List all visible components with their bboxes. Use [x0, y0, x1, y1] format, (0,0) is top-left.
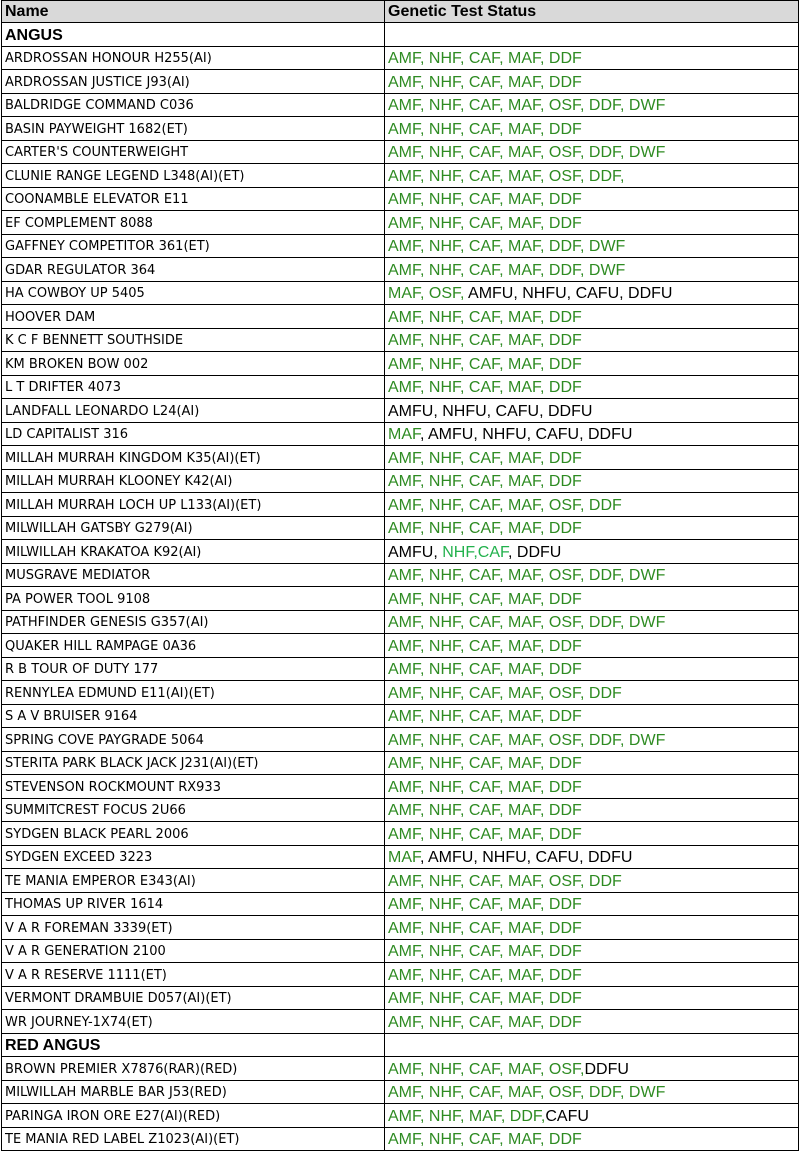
status-segment: , AMFU, NHFU, CAFU, DDFU: [420, 849, 633, 866]
table-row: [2, 916, 799, 940]
genetic-status: [385, 869, 799, 893]
animal-name: TE MANIA RED LABEL Z1023(AI)(ET): [2, 1127, 385, 1151]
table-row: [2, 775, 799, 799]
status-segment: AMF, NHF, CAF, MAF, DDF: [388, 896, 582, 913]
animal-name: L T DRIFTER 4073: [2, 375, 385, 399]
status-segment: AMFU, NHFU, CAFU, DDFU: [388, 402, 593, 420]
table-row: [2, 587, 799, 611]
animal-name: KM BROKEN BOW 002: [2, 352, 385, 376]
genetic-status: [385, 164, 799, 188]
table-row: [2, 211, 799, 235]
status-segment: AMF, NHF, CAF, MAF, DDF: [388, 355, 582, 373]
group-status-empty: [385, 23, 799, 47]
group-label: RED ANGUS: [2, 1033, 385, 1057]
status-segment: AMF, NHF, CAF, MAF, DDF: [388, 990, 582, 1007]
animal-name: LD CAPITALIST 316: [2, 422, 385, 446]
status-segment: AMF, NHF, CAF, MAF, OSF, DDF,: [388, 167, 625, 185]
animal-name: RENNYLEA EDMUND E11(AI)(ET): [2, 681, 385, 705]
animal-name: CARTER'S COUNTERWEIGHT: [2, 140, 385, 164]
genetic-status: [385, 46, 799, 70]
status-segment: NHF,CAF: [442, 543, 508, 561]
table-row: [2, 93, 799, 117]
animal-name: STEVENSON ROCKMOUNT RX933: [2, 775, 385, 799]
status-segment: AMF, NHF, CAF, MAF, DDF: [388, 590, 582, 608]
animal-name: LANDFALL LEONARDO L24(AI): [2, 399, 385, 423]
table-row: [2, 1080, 799, 1104]
name-column-header: Name: [2, 1, 385, 23]
genetic-status: [385, 657, 799, 681]
table-row: [2, 305, 799, 329]
genetic-status: [385, 187, 799, 211]
table-row: [2, 187, 799, 211]
genetic-status: [385, 328, 799, 352]
genetic-status: [385, 587, 799, 611]
table-row: [2, 963, 799, 987]
status-segment: AMF, NHF, CAF, MAF, OSF, DDF, DWF: [388, 144, 666, 161]
table-row: [2, 563, 799, 587]
status-segment: AMF, NHF, CAF, MAF, DDF: [388, 1131, 582, 1148]
genetic-status: [385, 775, 799, 799]
animal-name: V A R GENERATION 2100: [2, 939, 385, 963]
table-row: [2, 258, 799, 282]
animal-name: WR JOURNEY-1X74(ET): [2, 1010, 385, 1034]
status-segment: AMF, NHF, MAF, DDF,: [388, 1107, 546, 1125]
status-segment: AMF, NHF, CAF, MAF, DDF: [388, 473, 582, 490]
status-segment: MAF, OSF,: [388, 285, 469, 302]
status-segment: MAF: [388, 426, 420, 443]
table-row: [2, 46, 799, 70]
animal-name: SYDGEN BLACK PEARL 2006: [2, 822, 385, 846]
status-segment: AMF, NHF, CAF, MAF, DDF: [388, 778, 582, 796]
status-column-header: Genetic Test Status: [385, 1, 799, 23]
genetic-status: [385, 634, 799, 658]
genetic-status: [385, 375, 799, 399]
animal-name: SPRING COVE PAYGRADE 5064: [2, 728, 385, 752]
table-row: [2, 516, 799, 540]
animal-name: ARDROSSAN HONOUR H255(AI): [2, 46, 385, 70]
status-segment: AMF, NHF, CAF, MAF, OSF, DDF: [388, 872, 622, 890]
animal-name: BASIN PAYWEIGHT 1682(ET): [2, 117, 385, 141]
status-segment: AMF, NHF, CAF, MAF, DDF: [388, 755, 582, 772]
status-segment: AMF, NHF, CAF, MAF, OSF, DDF: [388, 684, 622, 702]
genetic-status: [385, 563, 799, 587]
table-row: [2, 657, 799, 681]
status-segment: AMF, NHF, CAF, MAF, OSF,: [388, 1060, 585, 1078]
status-segment: AMF, NHF, CAF, MAF, DDF: [388, 1013, 582, 1031]
genetic-status: [385, 1127, 799, 1151]
genetic-status: [385, 469, 799, 493]
table-row: [2, 140, 799, 164]
animal-name: CLUNIE RANGE LEGEND L348(AI)(ET): [2, 164, 385, 188]
table-row: [2, 399, 799, 423]
genetic-status: [385, 258, 799, 282]
status-segment: AMF, NHF, CAF, MAF, OSF, DDF, DWF: [388, 614, 666, 631]
status-segment: , DDFU: [508, 543, 562, 561]
table-row: [2, 939, 799, 963]
genetic-status: [385, 446, 799, 470]
genetic-status: [385, 845, 799, 869]
animal-name: MILLAH MURRAH LOCH UP L133(AI)(ET): [2, 493, 385, 517]
status-segment: AMF, NHF, CAF, MAF, DDF: [388, 308, 582, 326]
status-segment: AMF, NHF, CAF, MAF, OSF, DDF, DWF: [388, 97, 666, 114]
animal-name: S A V BRUISER 9164: [2, 704, 385, 728]
status-segment: AMF, NHF, CAF, MAF, DDF, DWF: [388, 238, 626, 255]
status-segment: AMF, NHF, CAF, MAF, DDF: [388, 966, 582, 984]
status-segment: AMFU,: [388, 543, 443, 561]
status-segment: CAFU: [545, 1107, 589, 1125]
genetic-status: [385, 916, 799, 940]
genetic-status: [385, 1010, 799, 1034]
status-segment: AMF, NHF, CAF, MAF, DDF: [388, 825, 582, 843]
group-row: [2, 1033, 799, 1057]
genetic-status: [385, 1080, 799, 1104]
animal-name: COONAMBLE ELEVATOR E11: [2, 187, 385, 211]
animal-name: BROWN PREMIER X7876(RAR)(RED): [2, 1057, 385, 1081]
table-row: [2, 892, 799, 916]
animal-name: GDAR REGULATOR 364: [2, 258, 385, 282]
table-row: [2, 70, 799, 94]
status-segment: DDFU: [584, 1060, 629, 1078]
status-segment: AMF, NHF, CAF, MAF, DDF: [388, 379, 582, 396]
animal-name: BALDRIDGE COMMAND C036: [2, 93, 385, 117]
genetic-status-table: [1, 0, 799, 1151]
status-segment: AMFU, NHFU, CAFU, DDFU: [468, 285, 673, 302]
table-row: [2, 869, 799, 893]
table-row: [2, 845, 799, 869]
genetic-status: [385, 399, 799, 423]
table-row: [2, 281, 799, 305]
table-row: [2, 1127, 799, 1151]
animal-name: HA COWBOY UP 5405: [2, 281, 385, 305]
genetic-status: [385, 1057, 799, 1081]
table-row: [2, 610, 799, 634]
table-row: [2, 469, 799, 493]
table-row: [2, 1104, 799, 1128]
table-row: [2, 234, 799, 258]
animal-name: MILWILLAH GATSBY G279(AI): [2, 516, 385, 540]
genetic-status: [385, 352, 799, 376]
table-row: [2, 352, 799, 376]
genetic-status: [385, 516, 799, 540]
status-segment: AMF, NHF, CAF, MAF, DDF: [388, 73, 582, 91]
animal-name: HOOVER DAM: [2, 305, 385, 329]
genetic-status: [385, 422, 799, 446]
animal-name: MILWILLAH MARBLE BAR J53(RED): [2, 1080, 385, 1104]
status-segment: AMF, NHF, CAF, MAF, DDF: [388, 919, 582, 937]
status-segment: AMF, NHF, CAF, MAF, DDF: [388, 332, 582, 349]
genetic-status: [385, 1104, 799, 1128]
status-segment: AMF, NHF, CAF, MAF, DDF: [388, 661, 582, 678]
animal-name: ARDROSSAN JUSTICE J93(AI): [2, 70, 385, 94]
animal-name: STERITA PARK BLACK JACK J231(AI)(ET): [2, 751, 385, 775]
status-segment: AMF, NHF, CAF, MAF, DDF: [388, 802, 582, 819]
animal-name: EF COMPLEMENT 8088: [2, 211, 385, 235]
animal-name: PARINGA IRON ORE E27(AI)(RED): [2, 1104, 385, 1128]
animal-name: GAFFNEY COMPETITOR 361(ET): [2, 234, 385, 258]
animal-name: PA POWER TOOL 9108: [2, 587, 385, 611]
table-row: [2, 751, 799, 775]
genetic-status: [385, 704, 799, 728]
genetic-status: [385, 281, 799, 305]
status-segment: MAF: [388, 849, 420, 866]
table-row: [2, 728, 799, 752]
animal-name: THOMAS UP RIVER 1614: [2, 892, 385, 916]
table-row: [2, 1057, 799, 1081]
status-segment: AMF, NHF, CAF, MAF, OSF, DDF, DWF: [388, 567, 666, 584]
status-segment: AMF, NHF, CAF, MAF, DDF: [388, 120, 582, 138]
table-row: [2, 164, 799, 188]
table-row: [2, 375, 799, 399]
table-row: [2, 446, 799, 470]
genetic-status: [385, 822, 799, 846]
genetic-status: [385, 681, 799, 705]
status-segment: AMF, NHF, CAF, MAF, DDF: [388, 191, 582, 208]
table-row: [2, 986, 799, 1010]
status-segment: AMF, NHF, CAF, MAF, OSF, DDF, DWF: [388, 731, 666, 749]
genetic-status: [385, 234, 799, 258]
genetic-status: [385, 728, 799, 752]
status-segment: AMF, NHF, CAF, MAF, DDF: [388, 214, 582, 232]
table-row: [2, 540, 799, 564]
animal-name: V A R RESERVE 1111(ET): [2, 963, 385, 987]
genetic-status: [385, 140, 799, 164]
animal-name: PATHFINDER GENESIS G357(AI): [2, 610, 385, 634]
status-segment: AMF, NHF, CAF, MAF, DDF, DWF: [388, 261, 626, 279]
genetic-status: [385, 939, 799, 963]
genetic-status: [385, 211, 799, 235]
table-body: [2, 23, 799, 1151]
status-segment: AMF, NHF, CAF, MAF, DDF: [388, 708, 582, 725]
animal-name: MILLAH MURRAH KLOONEY K42(AI): [2, 469, 385, 493]
table-row: [2, 634, 799, 658]
table-row: [2, 117, 799, 141]
animal-name: MILLAH MURRAH KINGDOM K35(AI)(ET): [2, 446, 385, 470]
status-segment: AMF, NHF, CAF, MAF, DDF: [388, 637, 582, 655]
animal-name: SUMMITCREST FOCUS 2U66: [2, 798, 385, 822]
table-row: [2, 493, 799, 517]
genetic-status: [385, 610, 799, 634]
animal-name: R B TOUR OF DUTY 177: [2, 657, 385, 681]
table-row: [2, 704, 799, 728]
status-segment: AMF, NHF, CAF, MAF, DDF: [388, 449, 582, 467]
animal-name: VERMONT DRAMBUIE D057(AI)(ET): [2, 986, 385, 1010]
status-segment: AMF, NHF, CAF, MAF, DDF: [388, 50, 582, 67]
animal-name: MUSGRAVE MEDIATOR: [2, 563, 385, 587]
genetic-status: [385, 751, 799, 775]
status-segment: AMF, NHF, CAF, MAF, OSF, DDF: [388, 496, 622, 514]
animal-name: SYDGEN EXCEED 3223: [2, 845, 385, 869]
genetic-status: [385, 305, 799, 329]
table-row: [2, 681, 799, 705]
group-label: ANGUS: [2, 23, 385, 47]
animal-name: MILWILLAH KRAKATOA K92(AI): [2, 540, 385, 564]
genetic-status: [385, 798, 799, 822]
genetic-status: [385, 93, 799, 117]
status-segment: AMF, NHF, CAF, MAF, DDF: [388, 520, 582, 537]
genetic-status: [385, 70, 799, 94]
table-row: [2, 328, 799, 352]
status-segment: , AMFU, NHFU, CAFU, DDFU: [420, 426, 633, 443]
table-row: [2, 422, 799, 446]
group-row: [2, 23, 799, 47]
animal-name: TE MANIA EMPEROR E343(AI): [2, 869, 385, 893]
genetic-status: [385, 540, 799, 564]
animal-name: QUAKER HILL RAMPAGE 0A36: [2, 634, 385, 658]
status-segment: AMF, NHF, CAF, MAF, DDF: [388, 943, 582, 960]
genetic-status: [385, 986, 799, 1010]
animal-name: K C F BENNETT SOUTHSIDE: [2, 328, 385, 352]
table-row: [2, 798, 799, 822]
animal-name: V A R FOREMAN 3339(ET): [2, 916, 385, 940]
genetic-status: [385, 493, 799, 517]
status-segment: AMF, NHF, CAF, MAF, OSF, DDF, DWF: [388, 1084, 666, 1101]
group-status-empty: [385, 1033, 799, 1057]
table-row: [2, 822, 799, 846]
genetic-status: [385, 892, 799, 916]
table-row: [2, 1010, 799, 1034]
header-row: [2, 1, 799, 23]
genetic-status: [385, 117, 799, 141]
genetic-status: [385, 963, 799, 987]
